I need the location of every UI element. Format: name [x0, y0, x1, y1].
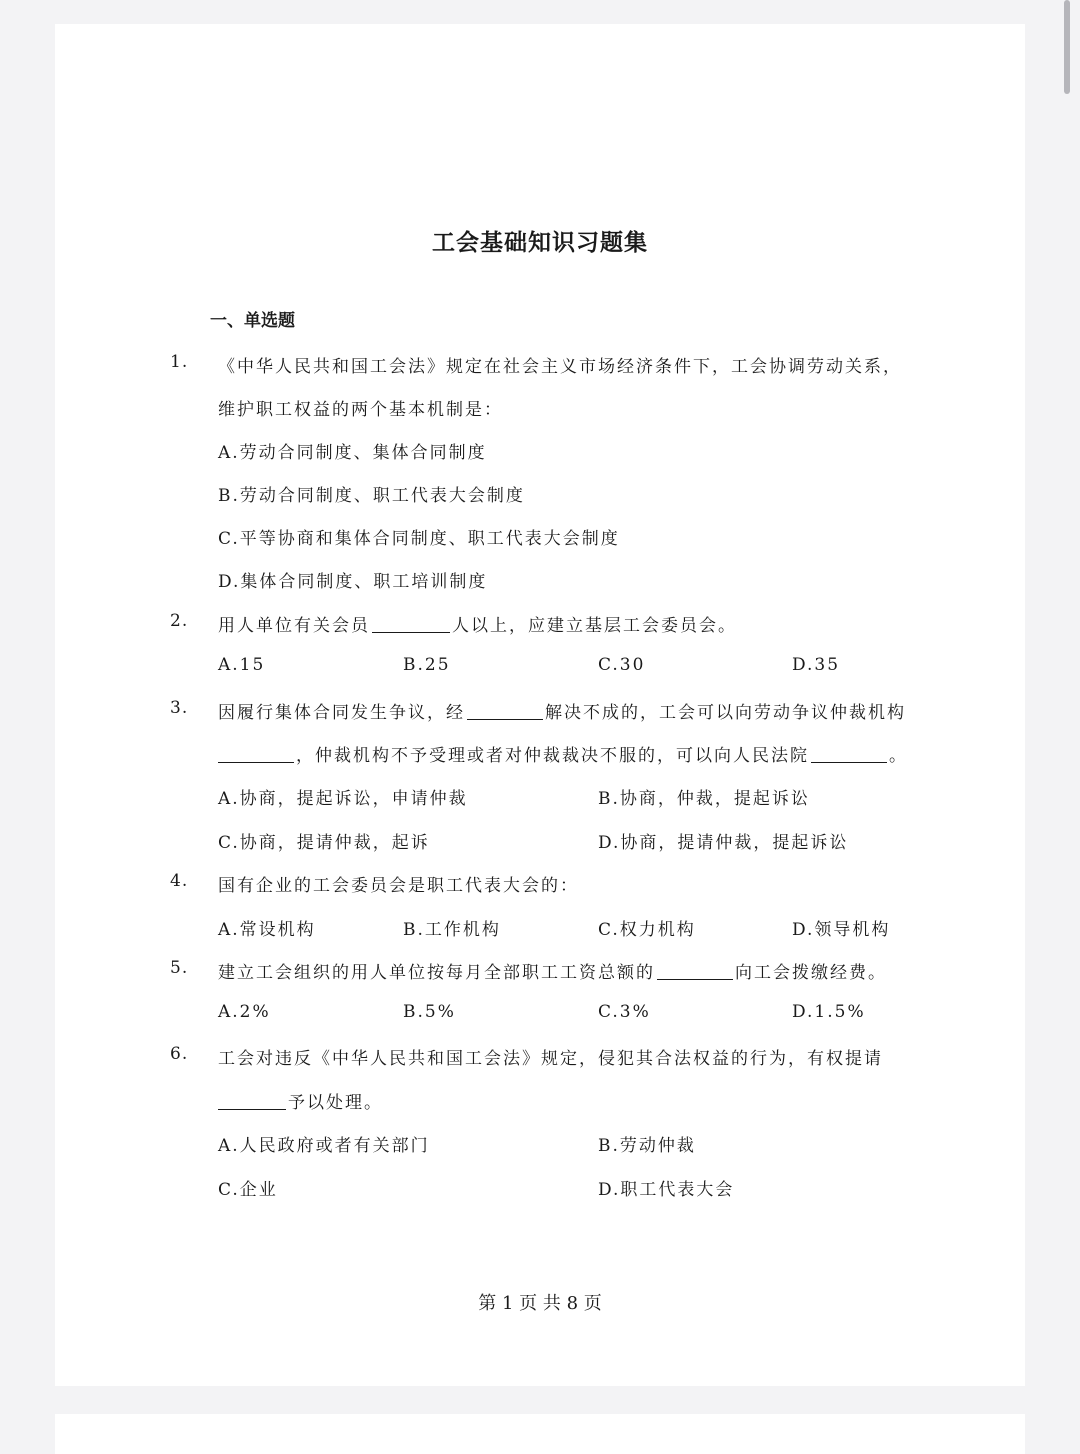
option-b: B.劳动合同制度、职工代表大会制度 [218, 486, 525, 506]
page-title: 工会基础知识习题集 [432, 230, 648, 256]
question-text-part: 用人单位有关会员 [218, 616, 370, 636]
option-d: D.1.5% [792, 1002, 866, 1022]
question-text-part: 人以上，应建立基层工会委员会。 [452, 616, 737, 636]
option-a: A.劳动合同制度、集体合同制度 [218, 443, 487, 463]
question-text-part: 予以处理。 [288, 1093, 383, 1113]
question-text [218, 698, 906, 723]
section-heading: 一、单选题 [210, 311, 295, 331]
question-text-part: 。 [889, 746, 908, 766]
option-a: A.常设机构 [218, 920, 316, 940]
question-text-part: ，仲裁机构不予受理或者对仲裁裁决不服的，可以向人民法院 [296, 746, 809, 766]
answer-blank [657, 961, 733, 980]
answer-blank [218, 744, 294, 763]
question-text-part: 向工会拨缴经费。 [735, 963, 887, 983]
answer-blank [811, 744, 887, 763]
question-text [218, 1088, 383, 1113]
option-a: A.协商，提起诉讼，申请仲裁 [218, 789, 468, 809]
option-d: D.集体合同制度、职工培训制度 [218, 572, 488, 592]
question-text: 工会对违反《中华人民共和国工会法》规定，侵犯其合法权益的行为，有权提请 [218, 1049, 883, 1069]
question-text-part: 建立工会组织的用人单位按每月全部职工工资总额的 [218, 963, 655, 983]
question-text [218, 741, 908, 766]
option-c: C.平等协商和集体合同制度、职工代表大会制度 [218, 529, 620, 549]
option-c: C.30 [598, 655, 646, 675]
question-number: 4. [170, 871, 189, 891]
option-d: D.领导机构 [792, 920, 891, 940]
question-number: 2. [170, 611, 189, 631]
question-text [218, 958, 887, 983]
scrollbar-thumb[interactable] [1064, 0, 1070, 94]
option-a: A.15 [218, 655, 266, 675]
option-b: B.协商，仲裁，提起诉讼 [598, 789, 810, 809]
next-page-preview [55, 1414, 1025, 1454]
option-a: A.2% [218, 1002, 271, 1022]
question-text [218, 611, 737, 636]
option-d: D.职工代表大会 [598, 1180, 735, 1200]
question-text-part: 因履行集体合同发生争议，经 [218, 703, 465, 723]
answer-blank [372, 614, 450, 633]
option-a: A.人民政府或者有关部门 [218, 1136, 430, 1156]
option-c: C.3% [598, 1002, 651, 1022]
question-text-part: 解决不成的，工会可以向劳动争议仲裁机构 [545, 703, 906, 723]
question-number: 1. [170, 352, 189, 372]
question-number: 5. [170, 958, 189, 978]
question-text: 《中华人民共和国工会法》规定在社会主义市场经济条件下，工会协调劳动关系， [218, 357, 902, 377]
option-d: D.35 [792, 655, 841, 675]
question-number: 6. [170, 1044, 189, 1064]
option-c: C.企业 [218, 1180, 278, 1200]
document-page [55, 24, 1025, 1386]
page-number-footer: 第 1 页 共 8 页 [478, 1293, 602, 1314]
answer-blank [218, 1091, 286, 1110]
answer-blank [467, 701, 543, 720]
option-c: C.权力机构 [598, 920, 696, 940]
question-text: 国有企业的工会委员会是职工代表大会的： [218, 876, 579, 896]
option-b: B.5% [403, 1002, 456, 1022]
option-b: B.工作机构 [403, 920, 501, 940]
question-number: 3. [170, 698, 189, 718]
option-c: C.协商，提请仲裁，起诉 [218, 833, 430, 853]
option-d: D.协商，提请仲裁，提起诉讼 [598, 833, 849, 853]
option-b: B.25 [403, 655, 451, 675]
option-b: B.劳动仲裁 [598, 1136, 696, 1156]
question-text: 维护职工权益的两个基本机制是： [218, 400, 503, 420]
